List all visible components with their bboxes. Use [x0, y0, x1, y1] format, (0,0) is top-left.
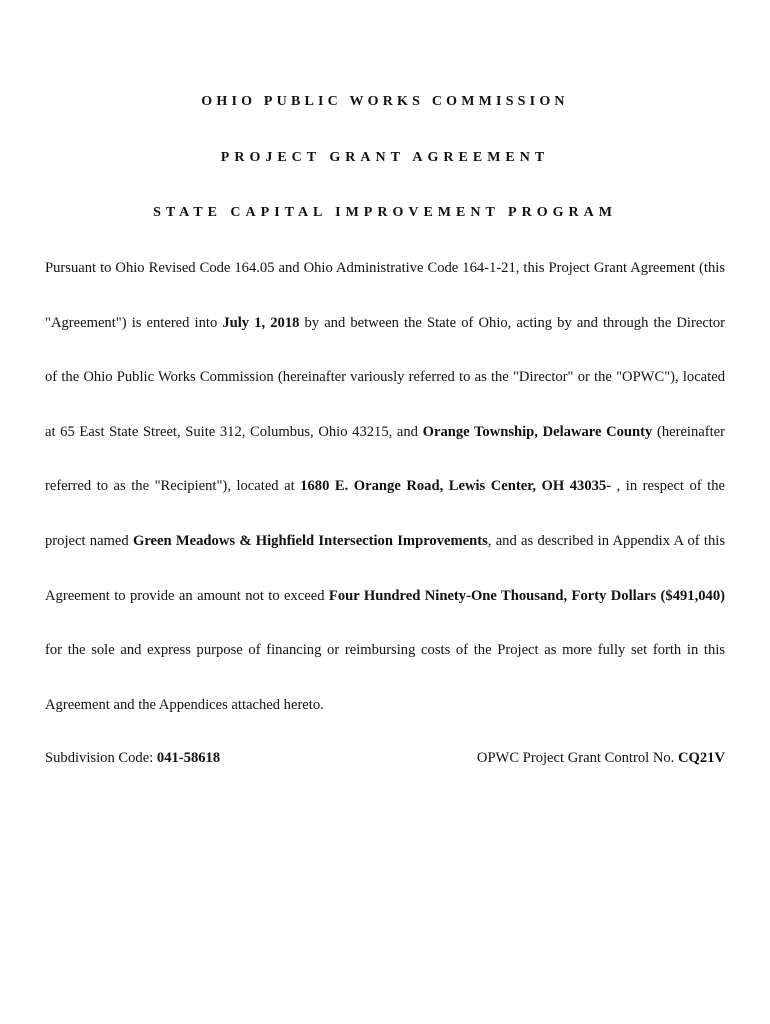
paragraph-line-4 — [45, 423, 725, 441]
agreement-date: July 1, 2018 — [222, 315, 300, 331]
project-name: Green Meadows & Highfield Intersection Improvements — [132, 533, 488, 549]
line-4-text-a: at 65 East State Street, Suite 312, Columbus, Ohio 43215, and — [45, 424, 423, 440]
subdivision-value: 041-58618 — [156, 750, 221, 766]
document-subtitle: PROJECT GRANT AGREEMENT — [220, 150, 550, 165]
paragraph-line-5 — [45, 477, 725, 495]
recipient-name: Orange Township, Delaware County — [422, 424, 653, 440]
document-title: OHIO PUBLIC WORKS COMMISSION — [201, 94, 569, 109]
recipient-address: 1680 E. Orange Road, Lewis Center, OH 43035- — [300, 478, 617, 494]
paragraph-line-3: of the Ohio Public Works Commission (hereinafter variously referred to as the "Director" or the "OPWC"), located — [45, 369, 725, 385]
paragraph-line-1: Pursuant to Ohio Revised Code 164.05 and Ohio Administrative Code 164-1-21, this Project Grant Agreement (this — [45, 260, 725, 276]
control-value: CQ21V — [677, 750, 725, 766]
line-2-text-c: by and between the State of Ohio, acting by and through the Director — [299, 315, 726, 331]
paragraph-line-6 — [45, 532, 725, 550]
paragraph-line-9: Agreement and the Appendices attached hereto. — [45, 697, 324, 713]
line-2-text-a: "Agreement") is entered into — [45, 315, 223, 331]
grant-control-number — [477, 750, 725, 767]
line-4-text-c: (hereinafter — [652, 424, 726, 440]
paragraph-line-2 — [45, 314, 725, 332]
paragraph-line-7 — [45, 587, 725, 605]
line-5-text-a: referred to as the "Recipient"), located at — [45, 478, 301, 494]
program-heading: STATE CAPITAL IMPROVEMENT PROGRAM — [153, 205, 617, 220]
paragraph-line-8: for the sole and express purpose of financing or reimbursing costs of the Project as more fully set forth in this — [45, 642, 725, 658]
line-6-text-c: , and as described in Appendix A of this — [487, 533, 725, 549]
subdivision-code — [45, 750, 220, 767]
subdivision-label: Subdivision Code: — [45, 750, 157, 766]
line-6-text-a: project named — [45, 533, 133, 549]
line-5-text-c: , in respect of the — [616, 478, 725, 494]
control-label: OPWC Project Grant Control No. — [476, 750, 678, 766]
line-7-text-a: Agreement to provide an amount not to exceed — [45, 588, 329, 604]
grant-amount: Four Hundred Ninety-One Thousand, Forty Dollars ($491,040) — [328, 588, 725, 604]
